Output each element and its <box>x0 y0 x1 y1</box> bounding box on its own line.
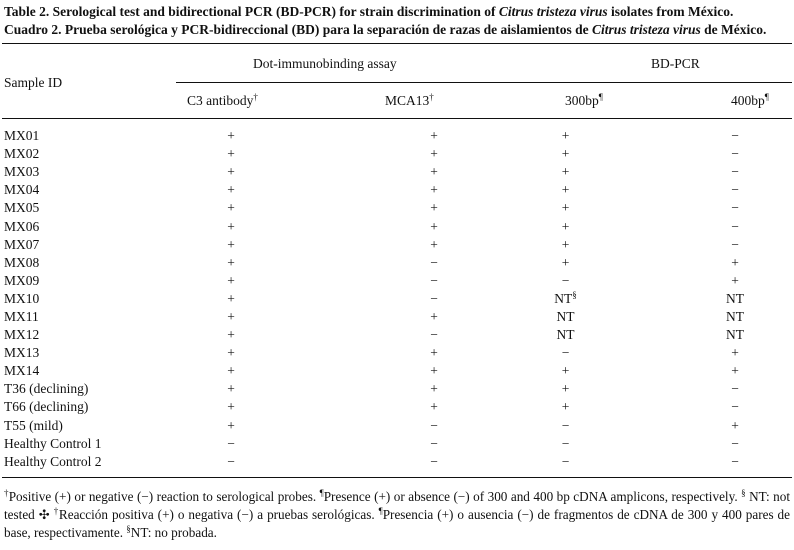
column-gap <box>509 217 533 235</box>
footnote-mark: § <box>572 289 577 300</box>
c3-antibody-cell: + <box>227 218 235 234</box>
column-gap <box>598 254 700 272</box>
column-gap <box>279 236 359 254</box>
table-row <box>0 344 770 362</box>
top-rule <box>2 43 792 44</box>
column-gap <box>598 362 700 380</box>
column-gap <box>598 380 700 398</box>
sample-id-cell: MX03 <box>4 164 40 180</box>
table-row <box>0 290 770 308</box>
column-gap <box>509 254 533 272</box>
bp400-cell: − <box>731 182 739 198</box>
bp400-cell: − <box>731 200 739 216</box>
table-row <box>0 199 770 217</box>
column-gap <box>598 308 700 326</box>
mca13-cell: − <box>430 272 438 288</box>
bp400-cell: − <box>731 128 739 144</box>
bp400-cell: NT <box>726 308 744 324</box>
column-gap <box>509 236 533 254</box>
table-row <box>0 398 770 416</box>
group-rule <box>176 82 792 83</box>
bp300-cell: − <box>561 272 570 288</box>
bp400-cell: − <box>731 164 739 180</box>
sample-id-cell: MX02 <box>4 146 40 162</box>
bp400-cell: − <box>731 381 739 397</box>
column-gap <box>279 217 359 235</box>
mca13-cell: − <box>430 290 438 306</box>
table-row <box>0 163 770 181</box>
column-gap <box>279 308 359 326</box>
column-gap <box>279 326 359 344</box>
c3-antibody-cell: + <box>227 290 235 306</box>
mca13-cell: − <box>430 417 438 433</box>
bp400-cell: − <box>731 435 739 451</box>
bp400-cell: − <box>731 453 739 469</box>
c3-antibody-cell: + <box>227 381 235 397</box>
c3-antibody-cell: + <box>227 236 235 252</box>
sample-id-cell: MX06 <box>4 218 40 234</box>
bp400-cell: − <box>731 236 739 252</box>
column-gap <box>598 163 700 181</box>
column-gap <box>509 417 533 435</box>
column-gap <box>279 199 359 217</box>
table-row <box>0 435 770 453</box>
mca13-cell: + <box>430 164 438 180</box>
table-row <box>0 181 770 199</box>
header-group-bd-pcr: BD-PCR <box>651 56 700 71</box>
column-gap <box>279 398 359 416</box>
bp400-cell: + <box>731 417 739 433</box>
bp300-cell: + <box>561 363 570 379</box>
table-caption <box>4 3 790 39</box>
bp300-cell: + <box>561 164 570 180</box>
mca13-cell: − <box>430 327 438 343</box>
c3-antibody-cell: + <box>227 254 235 270</box>
bp300-cell: NT§ <box>554 289 577 306</box>
column-gap <box>279 127 359 145</box>
bp400-cell: + <box>731 363 739 379</box>
sample-id-cell: T66 (declining) <box>4 399 89 415</box>
column-gap <box>598 435 700 453</box>
column-gap <box>509 380 533 398</box>
column-gap <box>509 127 533 145</box>
column-gap <box>279 344 359 362</box>
column-gap <box>509 181 533 199</box>
column-gap <box>598 398 700 416</box>
c3-antibody-cell: + <box>227 399 235 415</box>
column-gap <box>598 290 700 308</box>
bp400-cell: + <box>731 345 739 361</box>
header-300bp: 300bp¶ <box>565 92 603 108</box>
mca13-cell: + <box>430 182 438 198</box>
c3-antibody-cell: + <box>227 308 235 324</box>
c3-antibody-cell: + <box>227 164 235 180</box>
c3-antibody-cell: + <box>227 200 235 216</box>
column-gap <box>509 398 533 416</box>
table-row <box>0 453 770 471</box>
mca13-cell: + <box>430 308 438 324</box>
column-gap <box>279 290 359 308</box>
header-mca13: MCA13† <box>385 92 434 108</box>
header-rule <box>2 118 792 119</box>
bp300-cell: NT <box>556 308 575 324</box>
mca13-cell: − <box>430 453 438 469</box>
bp300-cell: + <box>561 128 570 144</box>
mca13-cell: + <box>430 399 438 415</box>
column-gap <box>598 199 700 217</box>
mca13-cell: + <box>430 345 438 361</box>
sample-id-cell: MX09 <box>4 272 40 288</box>
sample-id-cell: MX07 <box>4 236 40 252</box>
column-gap <box>509 435 533 453</box>
sample-id-cell: MX04 <box>4 182 40 198</box>
bp400-cell: + <box>731 272 739 288</box>
table-row <box>0 254 770 272</box>
c3-antibody-cell: + <box>227 146 235 162</box>
caption-spanish: Cuadro 2. Prueba serológica y PCR-bidireccional (BD) para la separación de razas de aislamientos de Citrus tristeza virus de México. <box>4 22 767 37</box>
column-gap <box>598 217 700 235</box>
column-gap <box>509 272 533 290</box>
mca13-cell: + <box>430 218 438 234</box>
sample-id-cell: MX14 <box>4 363 40 379</box>
c3-antibody-cell: + <box>227 363 235 379</box>
c3-antibody-cell: + <box>227 128 235 144</box>
c3-antibody-cell: + <box>227 327 235 343</box>
table-row <box>0 417 770 435</box>
column-gap <box>279 417 359 435</box>
column-gap <box>509 163 533 181</box>
bp300-cell: + <box>561 399 570 415</box>
column-gap <box>279 145 359 163</box>
sample-id-cell: MX11 <box>4 308 39 324</box>
bp300-cell: − <box>561 435 570 451</box>
bp300-cell: + <box>561 200 570 216</box>
mca13-cell: + <box>430 128 438 144</box>
bp300-cell: + <box>561 254 570 270</box>
column-gap <box>598 417 700 435</box>
header-400bp: 400bp¶ <box>731 92 769 108</box>
table-row <box>0 145 770 163</box>
header-group-dot-immunobinding: Dot-immunobinding assay <box>253 56 397 71</box>
column-gap <box>509 326 533 344</box>
c3-antibody-cell: − <box>227 453 235 469</box>
results-table-body <box>0 127 770 471</box>
sample-id-cell: T36 (declining) <box>4 381 89 397</box>
bp300-cell: + <box>561 146 570 162</box>
sample-id-cell: MX05 <box>4 200 40 216</box>
bp400-cell: + <box>731 254 739 270</box>
bp300-cell: NT <box>556 327 575 343</box>
column-gap <box>598 127 700 145</box>
bp300-cell: − <box>561 417 570 433</box>
column-gap <box>598 326 700 344</box>
bp400-cell: NT <box>726 327 744 343</box>
bp300-cell: + <box>561 182 570 198</box>
column-gap <box>598 344 700 362</box>
column-gap <box>509 362 533 380</box>
bp300-cell: − <box>561 453 570 469</box>
sample-id-cell: MX10 <box>4 290 40 306</box>
bp300-cell: + <box>561 381 570 397</box>
c3-antibody-cell: − <box>227 435 235 451</box>
column-gap <box>279 453 359 471</box>
mca13-cell: − <box>430 254 438 270</box>
mca13-cell: + <box>430 381 438 397</box>
column-gap <box>509 199 533 217</box>
bp300-cell: + <box>561 218 570 234</box>
table-row <box>0 236 770 254</box>
table-row <box>0 127 770 145</box>
column-gap <box>279 380 359 398</box>
sample-id-cell: MX13 <box>4 345 40 361</box>
column-gap <box>279 362 359 380</box>
bp400-cell: − <box>731 218 739 234</box>
column-gap <box>598 145 700 163</box>
column-gap <box>509 344 533 362</box>
header-sample-id: Sample ID <box>4 75 63 90</box>
table-row <box>0 326 770 344</box>
column-gap <box>279 181 359 199</box>
column-gap <box>279 435 359 453</box>
column-gap <box>509 145 533 163</box>
caption-english: Table 2. Serological test and bidirectional PCR (BD-PCR) for strain discrimination of Citrus tristeza virus isolates from México. <box>4 4 734 19</box>
column-gap <box>279 254 359 272</box>
table-footnote: †Positive (+) or negative (−) reaction to serological probes. ¶Presence (+) or absence (−) of 300 and 400 bp cDNA amplicons, respectively. § NT: not tested ✣ †Reacción positiva (+) o negativa (−) a pruebas serológicas. ¶Presencia (+) o ausencia (−) de fragmentos de cDNA de 300 y 400 pares de base, respectivamente. §NT: no probada. <box>4 488 791 540</box>
mca13-cell: + <box>430 236 438 252</box>
c3-antibody-cell: + <box>227 182 235 198</box>
column-gap <box>279 272 359 290</box>
bp300-cell: + <box>561 236 570 252</box>
column-gap <box>279 163 359 181</box>
c3-antibody-cell: + <box>227 417 235 433</box>
column-gap <box>598 236 700 254</box>
results-table <box>0 127 770 471</box>
table-row <box>0 362 770 380</box>
column-gap <box>598 272 700 290</box>
mca13-cell: + <box>430 146 438 162</box>
c3-antibody-cell: + <box>227 345 235 361</box>
bottom-rule <box>2 477 792 478</box>
sample-id-cell: T55 (mild) <box>4 417 63 433</box>
bp400-cell: NT <box>726 290 744 306</box>
mca13-cell: + <box>430 200 438 216</box>
mca13-cell: + <box>430 363 438 379</box>
table-row <box>0 272 770 290</box>
table-row <box>0 308 770 326</box>
table-row <box>0 217 770 235</box>
mca13-cell: − <box>430 435 438 451</box>
column-gap <box>509 453 533 471</box>
sample-id-cell: MX08 <box>4 254 40 270</box>
bp300-cell: − <box>561 345 570 361</box>
bp400-cell: − <box>731 399 739 415</box>
bp400-cell: − <box>731 146 739 162</box>
sample-id-cell: Healthy Control 1 <box>4 435 102 451</box>
table-row <box>0 380 770 398</box>
c3-antibody-cell: + <box>227 272 235 288</box>
column-gap <box>509 308 533 326</box>
column-gap <box>598 453 700 471</box>
column-gap <box>509 290 533 308</box>
sample-id-cell: Healthy Control 2 <box>4 453 102 469</box>
sample-id-cell: MX01 <box>4 128 40 144</box>
sample-id-cell: MX12 <box>4 327 40 343</box>
column-gap <box>598 181 700 199</box>
header-c3-antibody: C3 antibody† <box>187 92 258 108</box>
